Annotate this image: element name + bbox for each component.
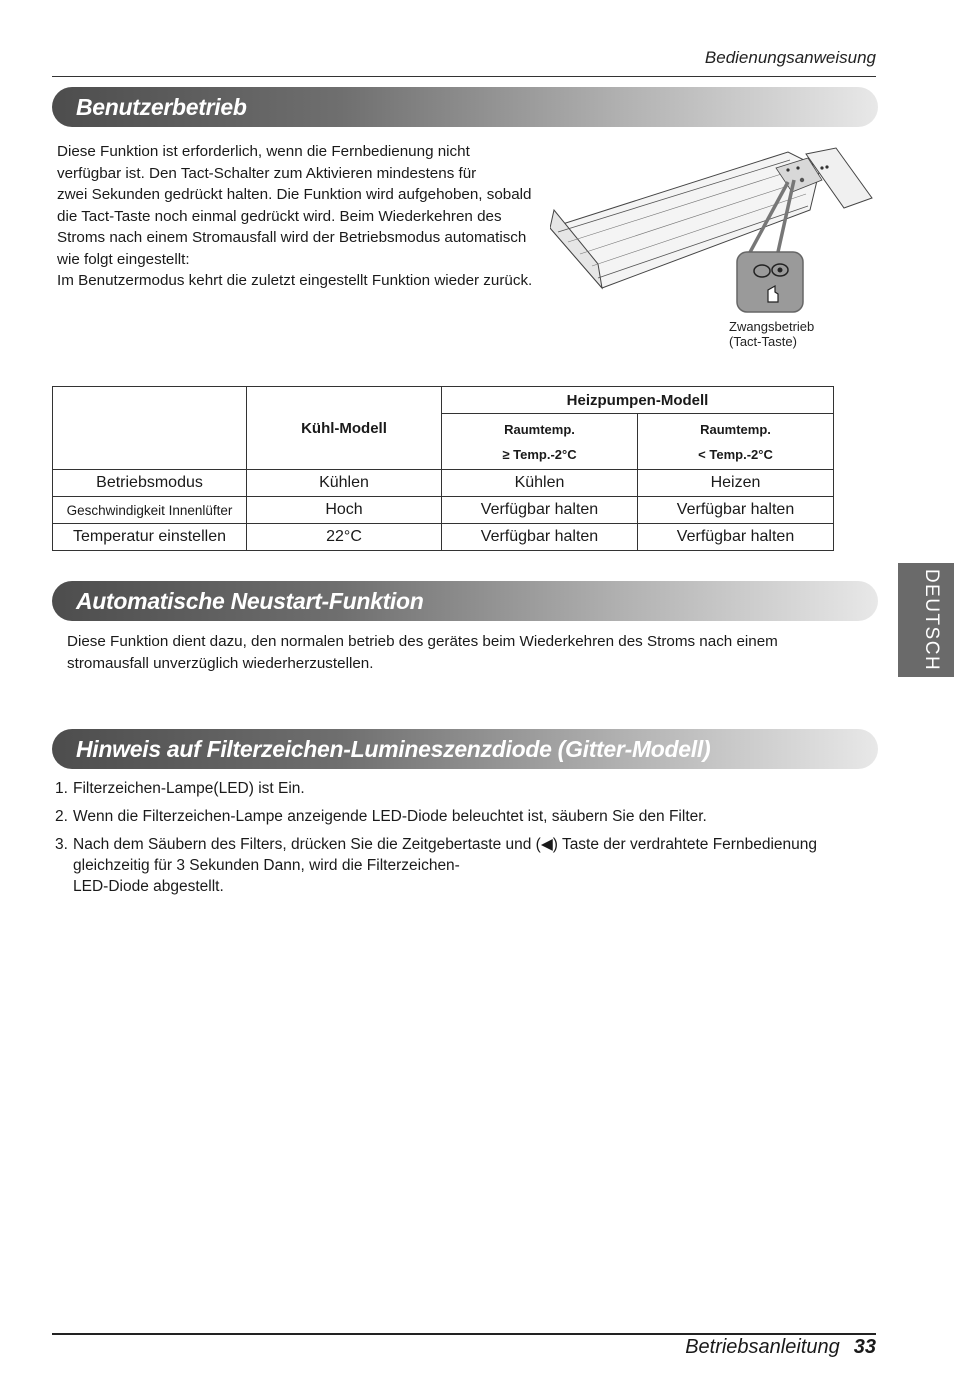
subheader-line: ≥ Temp.-2°C xyxy=(502,446,577,462)
subheader-line: Raumtemp. xyxy=(504,421,575,437)
cell-kuehl: 22°C xyxy=(247,524,442,551)
list-text: LED-Diode abgestellt. xyxy=(73,878,224,895)
paragraph-line: zwei Sekunden gedrückt halten. Die Funktion wird aufgehoben, sobald xyxy=(57,186,532,203)
figure-caption xyxy=(729,319,814,349)
row-label: Betriebsmodus xyxy=(53,470,247,497)
benutzer-paragraph xyxy=(57,141,547,292)
header-rule xyxy=(52,76,876,77)
cell-heiz-below: Verfügbar halten xyxy=(638,524,834,551)
paragraph-line: Diese Funktion ist erforderlich, wenn die Fernbedienung nicht xyxy=(57,143,470,160)
page-number: 33 xyxy=(853,1336,876,1358)
list-text: Nach dem Säubern des Filters, drücken Sie die Zeitgebertaste und (◀) Taste der verdrahtete Fernbedienung xyxy=(73,836,817,853)
paragraph-line: die Tact-Taste noch einmal gedrückt wird. Beim Wiederkehren des xyxy=(57,207,502,225)
list-number: 2. xyxy=(55,808,68,825)
language-label: DEUTSCH xyxy=(921,568,942,672)
subheader-line: Raumtemp. xyxy=(700,421,771,437)
paragraph-line: stromausfall unverzüglich wiederherzustellen. xyxy=(67,654,374,672)
table-row xyxy=(53,524,834,551)
section-heading-filter xyxy=(52,729,878,769)
row-label: Temperatur einstellen xyxy=(53,524,247,551)
language-side-tab xyxy=(898,563,954,677)
cell-heiz-below: Verfügbar halten xyxy=(638,497,834,524)
footer-title: Betriebsanleitung xyxy=(685,1336,840,1358)
table-row xyxy=(53,497,834,524)
list-number: 1. xyxy=(55,780,68,797)
paragraph-line: Diese Funktion dient dazu, den normalen betrieb des gerätes beim Wiederkehren des Stroms nach einem xyxy=(67,633,778,650)
filter-instructions-list xyxy=(52,778,872,904)
list-text: Filterzeichen-Lampe(LED) ist Ein. xyxy=(73,780,305,797)
section-heading-benutzerbetrieb xyxy=(52,87,878,127)
section-heading-neustart xyxy=(52,581,878,621)
table-row xyxy=(53,470,834,497)
caption-line: Zwangsbetrieb xyxy=(729,319,815,334)
list-text: Wenn die Filterzeichen-Lampe anzeigende LED-Diode beleuchtet ist, säubern Sie den Filter. xyxy=(73,808,707,825)
table-subheader-below xyxy=(638,414,834,470)
page-footer xyxy=(685,1336,876,1359)
table-header-heiz: Heizpumpen-Modell xyxy=(442,387,834,414)
row-label: Geschwindigkeit Innenlüfter xyxy=(53,497,247,524)
paragraph-line: Stroms nach einem Stromausfall wird der Betriebsmodus automatisch xyxy=(57,229,527,246)
paragraph-line: Im Benutzermodus kehrt die zuletzt eingestellt Funktion wieder zurück. xyxy=(57,272,533,289)
list-item xyxy=(52,806,872,827)
cell-heiz-above: Kühlen xyxy=(442,470,638,497)
footer-rule xyxy=(52,1333,876,1335)
list-item xyxy=(52,778,872,799)
list-text: gleichzeitig für 3 Sekunden Dann, wird die Filterzeichen- xyxy=(73,857,460,874)
table-header-kuehl: Kühl-Modell xyxy=(247,387,442,470)
indoor-unit-illustration xyxy=(550,140,880,320)
cell-kuehl: Hoch xyxy=(247,497,442,524)
caption-line: (Tact-Taste) xyxy=(729,334,797,349)
table-subheader-above xyxy=(442,414,638,470)
section-title: Automatische Neustart-Funktion xyxy=(76,588,424,614)
cell-heiz-above: Verfügbar halten xyxy=(442,497,638,524)
operation-mode-table xyxy=(52,386,834,551)
subheader-line: < Temp.-2°C xyxy=(698,446,773,462)
section-title: Hinweis auf Filterzeichen-Lumineszenzdiode (Gitter-Modell) xyxy=(76,736,711,762)
paragraph-line: verfügbar ist. Den Tact-Schalter zum Aktivieren mindestens für xyxy=(57,164,477,182)
cell-heiz-above: Verfügbar halten xyxy=(442,524,638,551)
list-item xyxy=(52,834,872,897)
section-title: Benutzerbetrieb xyxy=(76,94,247,120)
paragraph-line: wie folgt eingestellt: xyxy=(57,250,190,268)
cell-kuehl: Kühlen xyxy=(247,470,442,497)
list-number: 3. xyxy=(55,836,68,853)
running-header: Bedienungsanweisung xyxy=(704,48,876,67)
neustart-paragraph xyxy=(67,631,867,674)
table-empty-corner xyxy=(53,387,247,470)
cell-heiz-below: Heizen xyxy=(638,470,834,497)
